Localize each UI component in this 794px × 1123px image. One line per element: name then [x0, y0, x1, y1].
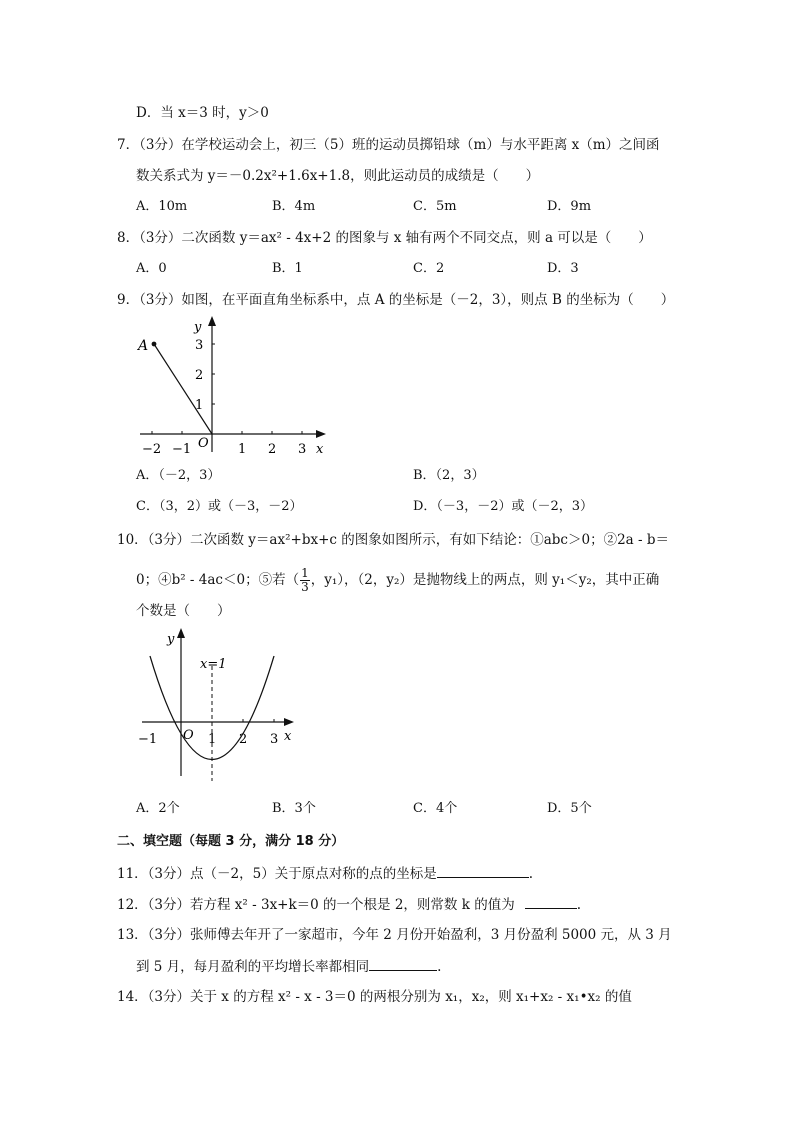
q10-y-arrow-icon	[177, 628, 185, 638]
q10-x-tick-label: −1	[138, 732, 158, 747]
q7-option-d: D．9m	[547, 199, 592, 214]
q9-x-tick-label: −1	[172, 442, 192, 457]
q9-point-a-label: A	[138, 338, 149, 354]
q9-x-axis-label: x	[316, 442, 324, 457]
q10-line2: 0；④b² - 4ac＜0；⑤若（ $\frac{1}{3}$ ，y₁），（2，y₂）是抛物线上的两点，则 y₁＜y₂，其中正确	[136, 566, 660, 594]
q9-segment-oa	[154, 344, 212, 434]
q10-symmetry-label: x=1	[200, 657, 227, 672]
q12-line: 12．（3分）若方程 x² - 3x+k＝0 的一个根是 2，则常数 k 的值为 .	[117, 897, 581, 913]
q8-option-a: A．0	[136, 261, 167, 276]
q9-coordinate-figure	[132, 314, 342, 458]
q6-option-d: D．当 x＝3 时，y＞0	[136, 105, 269, 121]
q11-line: 11．（3分）点（－2，5）关于原点对称的点的坐标是 .	[117, 866, 533, 882]
q10-x-tick-label: 2	[239, 732, 248, 747]
q10-line3: 个数是（ ）	[136, 603, 231, 619]
q9-option-b: B．（2，3）	[413, 468, 485, 483]
q9-x-tick-label: 2	[268, 442, 277, 457]
q9-line1: 9．（3分）如图，在平面直角坐标系中，点 A 的坐标是（－2，3），则点 B 的坐标为（ ）	[117, 292, 675, 308]
q10-option-a: A．2个	[136, 801, 180, 816]
q8-option-b: B．1	[272, 261, 303, 276]
q14-line1: 14．（3分）关于 x 的方程 x² - x - 3＝0 的两根分别为 x₁，x₂，则 x₁+x₂ - x₁•x₂ 的值	[117, 989, 632, 1005]
q9-option-d: D．（－3，－2）或（－2，3）	[413, 499, 594, 514]
q10-x-tick-label: 1	[208, 732, 217, 747]
q7-option-a: A．10m	[136, 199, 188, 214]
q7-line2: 数关系式为 y＝－0.2x²+1.6x+1.8，则此运动员的成绩是（ ）	[136, 168, 540, 184]
q10-y-axis-label: y	[167, 632, 175, 647]
q13-line1: 13．（3分）张师傅去年开了一家超市，今年 2 月份开始盈利，3 月份盈利 5000 元，从 3 月	[117, 927, 672, 943]
q10-x-arrow-icon	[284, 718, 294, 726]
q11-answer-blank[interactable]	[437, 864, 529, 878]
q10-option-d: D．5个	[547, 801, 592, 816]
q7-option-c: C．5m	[413, 199, 457, 214]
q9-x-tick-label: −2	[142, 442, 162, 457]
q10-parabola-figure	[136, 626, 306, 786]
q9-y-tick-label: 2	[195, 368, 204, 383]
q7-option-b: B．4m	[272, 199, 316, 214]
q9-y-axis-label: y	[194, 320, 202, 335]
q10-x-axis-label: x	[284, 729, 292, 744]
q13-answer-blank[interactable]	[369, 957, 437, 971]
q9-x-tick-label: 1	[238, 442, 247, 457]
q7-line1: 7．（3分）在学校运动会上，初三（5）班的运动员掷铅球（m）与水平距离 x（m）之间函	[117, 137, 660, 153]
q9-point-a	[152, 342, 157, 347]
q12-answer-blank[interactable]	[525, 895, 577, 909]
q8-option-d: D．3	[547, 261, 579, 276]
q10-line1: 10．（3分）二次函数 y＝ax²+bx+c 的图象如图所示，有如下结论：①abc＞0；②2a - b＝	[117, 532, 670, 548]
q9-option-a: A．（－2，3）	[136, 468, 221, 483]
q10-x-tick-label: 3	[270, 732, 279, 747]
q8-line1: 8．（3分）二次函数 y＝ax² - 4x+2 的图象与 x 轴有两个不同交点，则 a 可以是（ ）	[117, 230, 652, 246]
q9-x-tick-label: 3	[298, 442, 307, 457]
q9-y-arrow-icon	[208, 316, 216, 326]
q10-fraction: $\frac{1}{3}$	[301, 566, 309, 594]
q9-origin-label: O	[198, 436, 209, 451]
q9-y-tick-label: 1	[195, 398, 204, 413]
q8-option-c: C．2	[413, 261, 445, 276]
q9-option-c: C．（3，2）或（－3，－2）	[136, 499, 303, 514]
q10-origin-label: O	[183, 728, 194, 743]
q9-y-tick-label: 3	[195, 338, 204, 353]
q9-x-arrow-icon	[316, 430, 326, 438]
q10-option-c: C．4个	[413, 801, 458, 816]
section-heading: 二、填空题（每题 3 分，满分 18 分）	[117, 834, 345, 849]
q10-option-b: B．3个	[272, 801, 316, 816]
q13-line2: 到 5 月，每月盈利的平均增长率都相同 .	[136, 959, 442, 975]
